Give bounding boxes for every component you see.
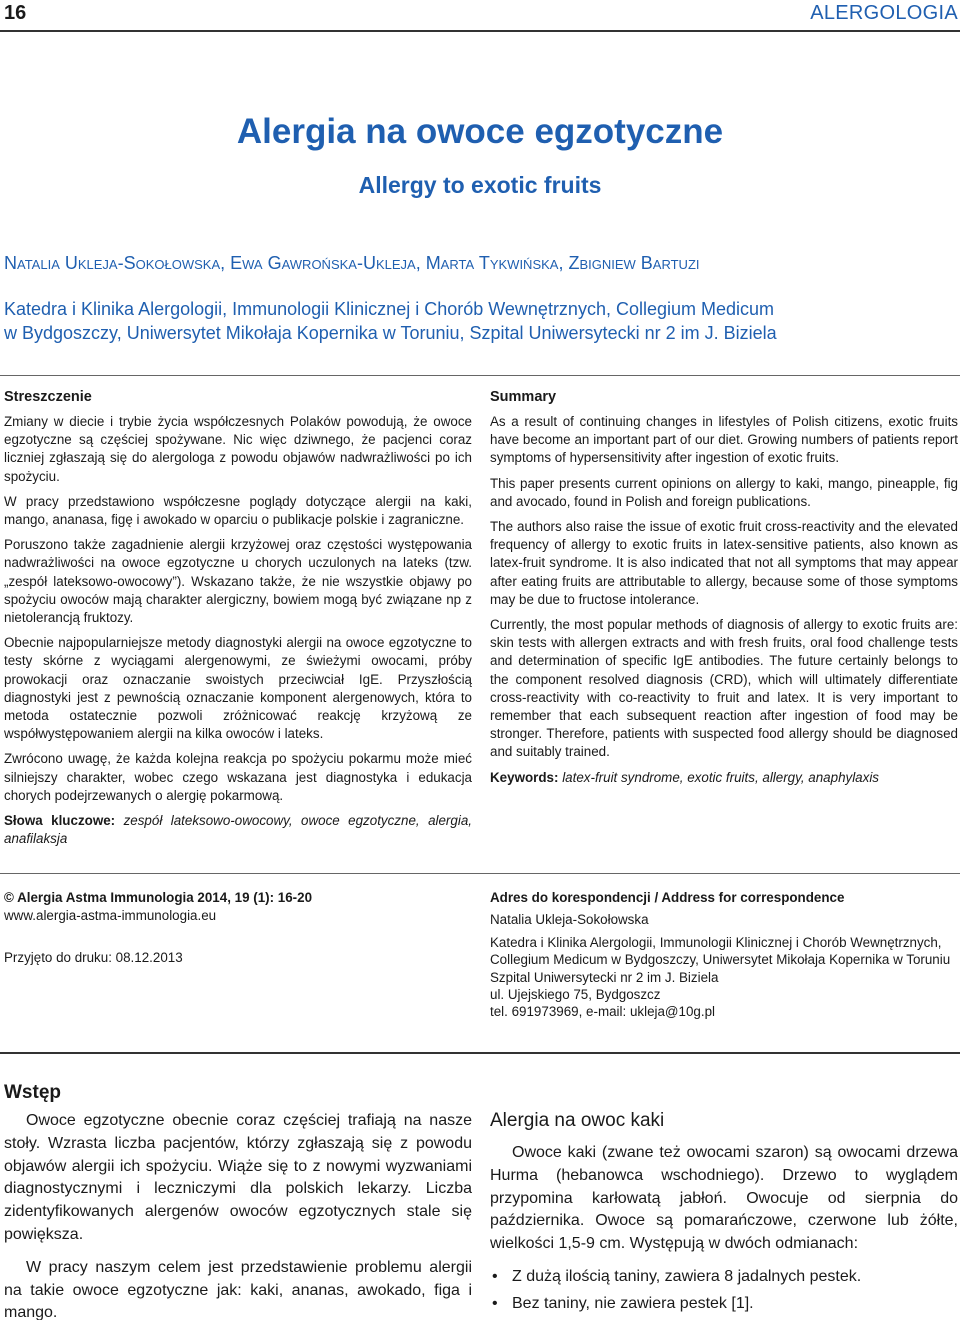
keywords-label: Keywords:: [490, 769, 559, 785]
body-paragraph: W pracy naszym celem jest przedstawienie problemu alergii na takie owoce egzotyczne jak: kaki, ananas, awokado, figa i mango.: [4, 1258, 472, 1320]
keywords-label: Słowa kluczowe:: [4, 813, 116, 829]
body-paragraph: Owoce egzotyczne obecnie coraz częściej trafiają na nasze stoły. Wzrasta liczba pacjentów, którzy zgłaszają się z powodu objawów alergii ich spożyciu. Wiąże się to z nowymi wyzwaniami diagnostycznymi i leczniczymi dla polskich lekarzy. Liczba zidentyfikowanych alergenów owoców egzotycznych stale się powiększa.: [4, 1112, 472, 1243]
introduction-section: [4, 1082, 472, 1320]
spacer: [4, 925, 464, 949]
variety-list: [490, 1266, 958, 1316]
list-item: • Bez taniny, nie zawiera pestek [1].: [490, 1293, 958, 1316]
correspondence-heading: Adres do korespondencji / Address for correspondence: [490, 890, 845, 905]
correspondence-name: Natalia Ukleja-Sokołowska: [490, 912, 649, 928]
article-title: Alergia na owoce egzotyczne: [236, 112, 724, 151]
abstract-polish: [4, 389, 472, 855]
publication-info: [4, 889, 464, 967]
correspondence-hospital: Szpital Uniwersytecki nr 2 im J. Biziela: [490, 969, 719, 985]
summary-paragraph: This paper presents current opinions on allergy to kaki, mango, pineapple, fig and avocado, found in Polish and foreign publications.: [490, 475, 958, 509]
affiliation: [4, 297, 956, 345]
correspondence-street: ul. Ujejskiego 75, Bydgoszcz: [490, 987, 661, 1003]
list-item: • Z dużą ilością taniny, zawiera 8 jadalnych pestek.: [490, 1266, 958, 1289]
keywords: [490, 769, 958, 787]
abstract-paragraph: Poruszono także zagadnienie alergii krzyżowej oraz częstości występowania nadwrażliwości na owoce egzotyczne u chorych uczulonych na lateks (tzw. „zespół lateksowo-owocowy”). Wskazano także, że nie wszystkie objawy po spożyciu owoców mają charakter alergiczny, bowiem mogą być związane np z nietolerancją fruktozy.: [4, 537, 472, 626]
keywords-text: latex-fruit syndrome, exotic fruits, allergy, anaphylaxis: [562, 769, 879, 785]
journal-website-link[interactable]: www.alergia-astma-immunologia.eu: [4, 908, 217, 923]
affiliation-line: Katedra i Klinika Alergologii, Immunologii Klinicznej i Chorób Wewnętrznych, Collegium Medicum: [4, 299, 775, 319]
abstract-paragraph: Obecnie najpopularniejsze metody diagnostyki alergii na owoce egzotyczne to testy skórne z wyciągami alergenowymi, ze świeżymi owocami, próby prowokacji oraz oznaczanie swoistych przeciwciał IgE. Przyszłością diagnostyki jest z pewnością oznaczanie komponent alergenowych, która to metoda ostatecznie pozwoli zróżnicować reakcję krzyżową ze współwystępowaniem alergii na kilka owoców i lateks.: [4, 635, 472, 742]
page-number: 16: [4, 2, 27, 24]
kaki-section: [490, 1110, 958, 1320]
abstract-paragraph: Zmiany w diecie i trybie życia współczesnych Polaków powodują, że owoce egzotyczne są częściej spożywane. Nic więc dziwnego, że pacjenci coraz liczniej zgłaszają się do alergologa z powodu objawów nadwrażliwości po ich spożyciu.: [4, 414, 472, 484]
affiliation-line: w Bydgoszczy, Uniwersytet Mikołaja Kopernika w Toruniu, Szpital Uniwersytecki nr 2 im J. Biziela: [4, 323, 777, 343]
citation: © Alergia Astma Immunologia 2014, 19 (1): 16-20: [4, 890, 313, 905]
journal-name: ALERGOLOGIA: [810, 2, 958, 24]
abstract-divider: [0, 375, 960, 376]
author-list: Natalia Ukleja-Sokołowska, Ewa Gawrońska-Ukleja, Marta Tykwińska, Zbigniew Bartuzi: [4, 253, 700, 273]
abstract-paragraph: W pracy przedstawiono współczesne poglądy dotyczące alergii na kaki, mango, ananasa, figę i awokado w oparciu o publikacje polskie i zagraniczne.: [4, 493, 472, 528]
body-divider: [0, 1052, 960, 1054]
keywords-text: zespół lateksowo-owocowy, owoce egzotyczne, alergia, anafilaksja: [4, 813, 472, 847]
keywords: [4, 812, 472, 848]
running-head: [0, 0, 960, 34]
abstract-english: [490, 389, 958, 794]
summary-paragraph: The authors also raise the issue of exotic fruit cross-reactivity and the elevated frequency of allergy to exotic fruits in latex-sensitive patients, also known as latex-fruit syndrome. It is also indicated that not all symptoms that may appear after eating fruits are attributable to allergy, because some of those symptoms may be due to fructose intolerance.: [490, 519, 958, 607]
correspondence-contact: tel. 691973969, e-mail: ukleja@10g.pl: [490, 1004, 716, 1020]
summary-heading: Summary: [490, 389, 557, 405]
article-subtitle: Allergy to exotic fruits: [358, 172, 602, 198]
correspondence-institution: Katedra i Klinika Alergologii, Immunologii Klinicznej i Chorób Wewnętrznych, Collegium Medicum w Bydgoszczy, Uniwersytet Mikołaja Kopernika w Toruniu: [490, 934, 951, 968]
accepted-date: Przyjęto do druku: 08.12.2013: [4, 950, 183, 965]
header-divider: [0, 30, 960, 32]
kaki-heading: Alergia na owoc kaki: [490, 1110, 665, 1131]
introduction-heading: Wstęp: [4, 1082, 61, 1103]
abstract-heading: Streszczenie: [4, 389, 92, 405]
summary-paragraph: Currently, the most popular methods of diagnosis of allergy to exotic fruits are: skin tests with allergen extracts and with fresh fruits, oral food challenge tests and determination of specific IgE antibodies. The future certainly belongs to the component resolved diagnosis (CRD), which will ultimately differentiate cross-reactivity with co-reactivity to fruit and latex. It is very important to remember that each subsequent reaction after ingestion of food may be stronger. Therefore, patients with suspected food allergy should be diagnosed and suitably trained.: [490, 617, 958, 760]
body-paragraph: Owoce kaki (zwane też owocami szaron) są owocami drzewa Hurma (hebanowca wschodniego). Drzewo to wyglądem przypomina karłowatą jabłoń. Owocuje od sierpnia do października. Owoce są pomarańczowe, czerwone lub żółte, wielkości 1,5-9 cm. Występują w dwóch odmianach:: [490, 1144, 958, 1253]
metadata-divider: [0, 873, 960, 874]
summary-paragraph: As a result of continuing changes in lifestyles of Polish citizens, exotic fruits have become an important part of our diet. Growing numbers of patients report symptoms of hypersensitivity after ingestion of exotic fruits.: [490, 414, 958, 466]
abstract-paragraph: Zwrócono uwagę, że każda kolejna reakcja po spożyciu pokarmu może mieć silniejszy charakter, wobec czego wskazana jest diagnostyka i edukacja chorych podejrzewanych o alergię pokarmową.: [4, 751, 472, 803]
correspondence-block: [490, 889, 952, 1021]
